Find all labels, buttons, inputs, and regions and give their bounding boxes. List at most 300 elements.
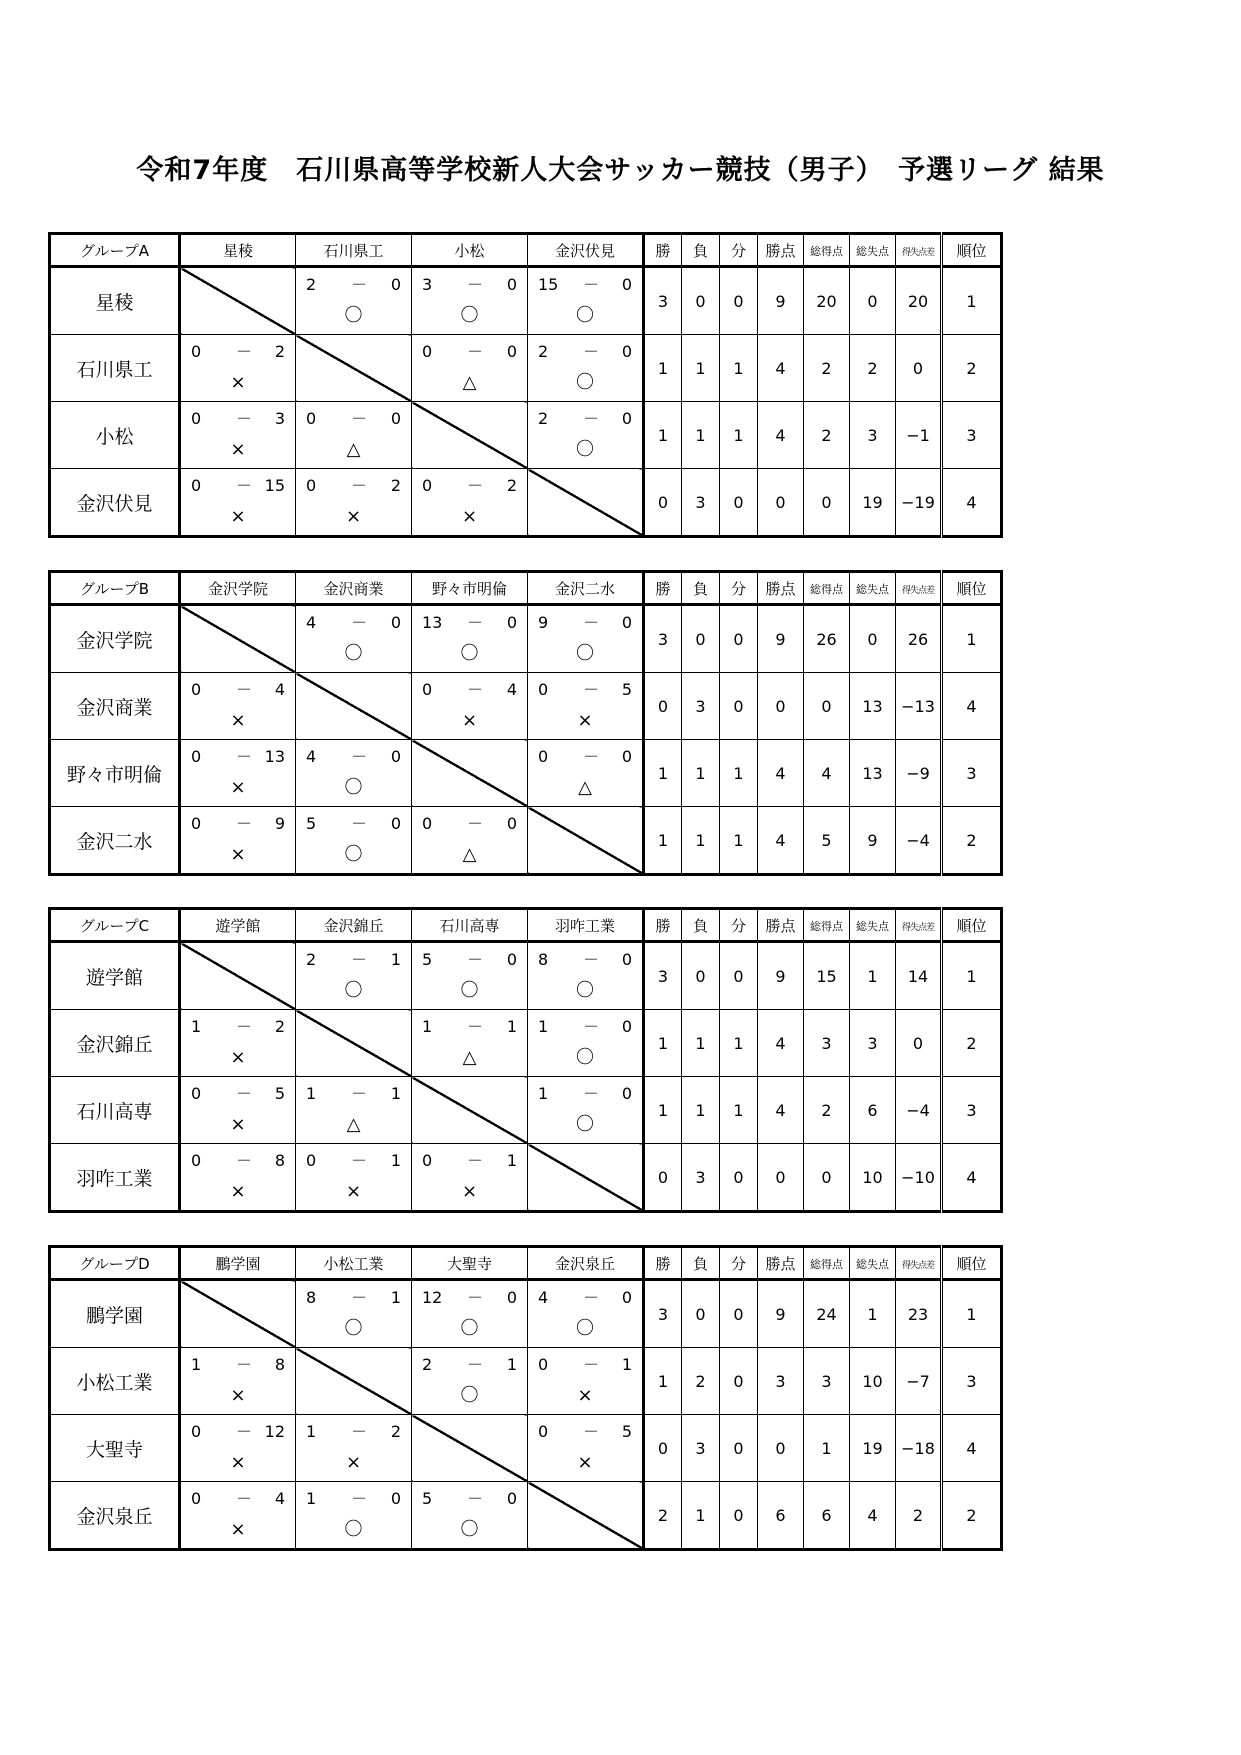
stat-goals-against: 0: [850, 267, 896, 335]
stat-wins: 1: [644, 740, 682, 807]
stat-wins: 0: [644, 1415, 682, 1482]
score-dash: －: [583, 950, 600, 969]
self-match-cell: [528, 807, 644, 875]
match-cell: [528, 673, 644, 740]
stat-points: 0: [758, 469, 804, 537]
score-dash: －: [351, 476, 368, 495]
score-away: 1: [506, 1355, 517, 1374]
table-row: [50, 1348, 1002, 1415]
score-dash: －: [351, 747, 368, 766]
score-dash: －: [351, 1489, 368, 1508]
score-dash: －: [236, 680, 253, 699]
score-dash: －: [583, 1288, 600, 1307]
stat-goals-against: 13: [850, 673, 896, 740]
table-row: [50, 1415, 1002, 1482]
stat-rank: 4: [942, 1144, 1002, 1212]
result-mark: 〇: [344, 305, 363, 326]
header-losses-label: 負: [692, 579, 708, 598]
score-dash: －: [467, 680, 484, 699]
result-mark: 〇: [460, 1318, 479, 1339]
stat-goals-for: 3: [804, 1010, 850, 1077]
stat-wins: 1: [644, 402, 682, 469]
score-dash: －: [583, 1084, 600, 1103]
result-mark: 〇: [576, 1318, 594, 1339]
self-match-cell: [296, 1010, 412, 1077]
score-away: 0: [506, 342, 517, 361]
score-dash: －: [583, 680, 600, 699]
score-home: 0: [191, 747, 202, 766]
score-home: 1: [538, 1017, 549, 1036]
score-home: 3: [422, 275, 433, 294]
score-home: 0: [191, 1084, 202, 1103]
column-team-name: 大聖寺: [412, 1247, 528, 1280]
stat-goals-for: 0: [804, 1144, 850, 1212]
table-row: [50, 1144, 1002, 1212]
header-draws-label: 分: [730, 241, 746, 260]
score-home: 0: [538, 680, 549, 699]
stat-wins: 2: [644, 1482, 682, 1550]
score-home: 0: [538, 1355, 549, 1374]
header-losses-label: 負: [692, 1254, 708, 1273]
header-points: [758, 234, 804, 267]
score-dash: －: [236, 1422, 253, 1441]
stat-losses: 1: [682, 335, 720, 402]
header-points: [758, 909, 804, 942]
stat-goals-for: 5: [804, 807, 850, 875]
score-home: 9: [538, 613, 549, 632]
header-points-label: 勝点: [765, 241, 796, 260]
stat-goals-for: 2: [804, 1077, 850, 1144]
score-dash: －: [467, 275, 484, 294]
score-away: 1: [506, 1151, 517, 1170]
stat-draws: 0: [720, 605, 758, 673]
match-cell: [412, 942, 528, 1010]
header-goal-diff: [896, 234, 942, 267]
header-rank: [942, 909, 1002, 942]
header-goals-against-label: 総失点: [856, 245, 889, 258]
score-away: 4: [274, 1489, 285, 1508]
stat-points: 9: [758, 267, 804, 335]
score-home: 0: [422, 342, 433, 361]
score-home: 0: [191, 680, 202, 699]
result-mark: ×: [230, 506, 246, 527]
column-team-name: 石川高専: [412, 909, 528, 942]
column-team-name: 野々市明倫: [412, 572, 528, 605]
score-home: 0: [191, 814, 202, 833]
match-cell: [528, 1010, 644, 1077]
score-away: 4: [506, 680, 517, 699]
score-away: 1: [621, 1355, 632, 1374]
score-away: 2: [390, 476, 401, 495]
header-losses: [682, 1247, 720, 1280]
score-dash: －: [583, 613, 600, 632]
stat-wins: 1: [644, 1010, 682, 1077]
score-home: 8: [306, 1288, 317, 1307]
stat-goals-for: 1: [804, 1415, 850, 1482]
page-title: 令和7年度 石川県高等学校新人大会サッカー競技（男子） 予選リーグ 結果: [136, 155, 1105, 186]
stat-draws: 1: [720, 740, 758, 807]
score-away: 0: [506, 275, 517, 294]
score-home: 0: [306, 1151, 317, 1170]
score-home: 4: [538, 1288, 549, 1307]
score-away: 9: [274, 814, 285, 833]
score-dash: －: [351, 1422, 368, 1441]
row-team-name: 金沢商業: [50, 673, 180, 740]
stat-rank: 1: [942, 267, 1002, 335]
stat-wins: 3: [644, 267, 682, 335]
stat-goals-against: 9: [850, 807, 896, 875]
match-cell: [528, 740, 644, 807]
header-wins: [644, 909, 682, 942]
stat-goals-against: 1: [850, 942, 896, 1010]
self-match-cell: [528, 1482, 644, 1550]
score-dash: －: [467, 342, 484, 361]
stat-goal-diff: −7: [896, 1348, 942, 1415]
score-dash: －: [583, 747, 600, 766]
stat-rank: 4: [942, 673, 1002, 740]
header-goals-against: [850, 572, 896, 605]
result-mark: 〇: [576, 439, 594, 460]
match-cell: [528, 1415, 644, 1482]
row-team-name: 大聖寺: [50, 1415, 180, 1482]
header-wins-label: 勝: [655, 916, 671, 935]
score-home: 0: [538, 747, 549, 766]
match-cell: [528, 942, 644, 1010]
header-goal-diff-label: 得失点差: [901, 248, 934, 258]
score-away: 1: [390, 1288, 401, 1307]
stat-points: 0: [758, 1144, 804, 1212]
stat-rank: 2: [942, 807, 1002, 875]
score-away: 3: [274, 409, 285, 428]
score-dash: －: [236, 747, 253, 766]
stat-goals-against: 3: [850, 402, 896, 469]
table-row: [50, 469, 1002, 537]
row-team-name: 遊学館: [50, 942, 180, 1010]
result-mark: ×: [461, 1181, 478, 1202]
score-dash: －: [583, 1422, 600, 1441]
score-dash: －: [351, 275, 368, 294]
table-row: [50, 807, 1002, 875]
row-team-name: 石川県工: [50, 335, 180, 402]
score-away: 0: [621, 275, 632, 294]
row-team-name: 金沢伏見: [50, 469, 180, 537]
score-dash: －: [351, 409, 368, 428]
score-dash: －: [467, 814, 484, 833]
table-row: [50, 1010, 1002, 1077]
match-cell: [180, 807, 296, 875]
score-away: 12: [264, 1422, 285, 1441]
score-home: 4: [306, 613, 317, 632]
row-team-name: 金沢泉丘: [50, 1482, 180, 1550]
score-home: 0: [191, 1151, 202, 1170]
match-cell: [180, 1415, 296, 1482]
group-table: [48, 570, 1003, 876]
result-mark: ×: [345, 1452, 362, 1473]
match-cell: [412, 1010, 528, 1077]
result-mark: ×: [230, 1114, 246, 1135]
header-wins-label: 勝: [655, 579, 671, 598]
score-home: 0: [422, 680, 433, 699]
header-draws: [720, 1247, 758, 1280]
stat-wins: 3: [644, 1280, 682, 1348]
match-cell: [296, 605, 412, 673]
result-mark: ×: [230, 439, 246, 460]
score-home: 2: [306, 275, 317, 294]
result-mark: 〇: [344, 777, 363, 798]
table-row: [50, 335, 1002, 402]
stat-wins: 1: [644, 1077, 682, 1144]
header-goals-against: [850, 909, 896, 942]
stat-losses: 3: [682, 469, 720, 537]
stat-rank: 3: [942, 402, 1002, 469]
stat-goals-against: 4: [850, 1482, 896, 1550]
score-away: 0: [390, 275, 401, 294]
header-goals-for-label: 総得点: [810, 583, 843, 596]
self-match-cell: [412, 402, 528, 469]
stat-losses: 0: [682, 605, 720, 673]
score-home: 0: [191, 476, 202, 495]
match-cell: [296, 1280, 412, 1348]
match-cell: [180, 1144, 296, 1212]
result-mark: 〇: [344, 980, 363, 1001]
header-goal-diff: [896, 572, 942, 605]
stat-wins: 0: [644, 673, 682, 740]
stat-goals-for: 24: [804, 1280, 850, 1348]
score-away: 4: [274, 680, 285, 699]
score-home: 5: [422, 950, 433, 969]
score-away: 0: [621, 1017, 632, 1036]
score-dash: －: [467, 1288, 484, 1307]
score-dash: －: [467, 613, 484, 632]
header-goals-for: [804, 572, 850, 605]
stat-points: 4: [758, 1010, 804, 1077]
stat-goal-diff: −18: [896, 1415, 942, 1482]
stat-draws: 1: [720, 335, 758, 402]
match-cell: [412, 1482, 528, 1550]
score-away: 0: [506, 950, 517, 969]
self-match-cell: [528, 1144, 644, 1212]
score-away: 0: [621, 613, 632, 632]
stat-goal-diff: 23: [896, 1280, 942, 1348]
stat-goal-diff: −13: [896, 673, 942, 740]
result-mark: ×: [577, 1452, 593, 1473]
table-row: [50, 740, 1002, 807]
result-mark: 〇: [344, 643, 363, 664]
result-mark: △: [462, 844, 477, 865]
stat-losses: 1: [682, 1077, 720, 1144]
header-rank-label: 順位: [956, 916, 987, 935]
match-cell: [296, 942, 412, 1010]
stat-goal-diff: −19: [896, 469, 942, 537]
header-wins: [644, 1247, 682, 1280]
header-draws-label: 分: [730, 579, 746, 598]
stat-losses: 1: [682, 807, 720, 875]
stat-goals-for: 2: [804, 335, 850, 402]
group-name: グループD: [50, 1247, 180, 1280]
stat-wins: 1: [644, 807, 682, 875]
score-dash: －: [583, 1355, 600, 1374]
stat-losses: 3: [682, 1415, 720, 1482]
score-home: 1: [538, 1084, 549, 1103]
stat-rank: 1: [942, 605, 1002, 673]
self-match-cell: [296, 673, 412, 740]
match-cell: [180, 469, 296, 537]
stat-rank: 2: [942, 1482, 1002, 1550]
result-mark: 〇: [460, 1519, 479, 1540]
self-match-cell: [180, 267, 296, 335]
result-mark: 〇: [344, 844, 363, 865]
match-cell: [528, 335, 644, 402]
score-home: 2: [538, 342, 549, 361]
stat-goals-against: 10: [850, 1144, 896, 1212]
header-goals-against-label: 総失点: [856, 583, 889, 596]
header-points: [758, 572, 804, 605]
result-mark: ×: [230, 1452, 246, 1473]
result-mark: 〇: [576, 372, 594, 393]
table-row: [50, 1280, 1002, 1348]
match-cell: [412, 1280, 528, 1348]
stat-draws: 0: [720, 469, 758, 537]
match-cell: [412, 673, 528, 740]
header-goals-for: [804, 909, 850, 942]
result-mark: 〇: [576, 305, 594, 326]
self-match-cell: [528, 469, 644, 537]
result-mark: ×: [230, 844, 246, 865]
result-mark: ×: [345, 1181, 362, 1202]
group-table: [48, 907, 1003, 1213]
header-rank-label: 順位: [956, 241, 987, 260]
table-row: [50, 942, 1002, 1010]
match-cell: [528, 605, 644, 673]
score-home: 0: [538, 1422, 549, 1441]
score-dash: －: [351, 613, 368, 632]
score-dash: －: [351, 1151, 368, 1170]
match-cell: [296, 469, 412, 537]
score-dash: －: [351, 1288, 368, 1307]
result-mark: ×: [230, 1047, 246, 1068]
header-goals-for-label: 総得点: [810, 245, 843, 258]
header-goal-diff-label: 得失点差: [901, 586, 934, 596]
score-home: 4: [306, 747, 317, 766]
stat-rank: 2: [942, 1010, 1002, 1077]
score-dash: －: [351, 814, 368, 833]
match-cell: [528, 1077, 644, 1144]
stat-draws: 0: [720, 1348, 758, 1415]
match-cell: [180, 740, 296, 807]
score-home: 5: [422, 1489, 433, 1508]
header-goal-diff-label: 得失点差: [901, 923, 934, 933]
stat-draws: 1: [720, 1010, 758, 1077]
stat-goals-against: 19: [850, 1415, 896, 1482]
score-dash: －: [236, 342, 253, 361]
stat-wins: 1: [644, 335, 682, 402]
score-away: 1: [390, 1084, 401, 1103]
header-goals-against: [850, 234, 896, 267]
result-mark: 〇: [460, 305, 479, 326]
score-home: 1: [306, 1422, 317, 1441]
stat-draws: 1: [720, 402, 758, 469]
stat-points: 9: [758, 605, 804, 673]
stat-goal-diff: 26: [896, 605, 942, 673]
score-away: 13: [264, 747, 285, 766]
column-team-name: 小松: [412, 234, 528, 267]
stat-losses: 0: [682, 1280, 720, 1348]
score-home: 13: [422, 613, 443, 632]
stat-draws: 0: [720, 1280, 758, 1348]
score-away: 5: [621, 680, 632, 699]
score-away: 2: [274, 342, 285, 361]
stat-wins: 1: [644, 1348, 682, 1415]
row-team-name: 小松: [50, 402, 180, 469]
header-rank-label: 順位: [956, 579, 987, 598]
score-dash: －: [467, 476, 484, 495]
stat-draws: 1: [720, 807, 758, 875]
score-dash: －: [351, 1084, 368, 1103]
stat-goals-against: 6: [850, 1077, 896, 1144]
score-away: 0: [390, 613, 401, 632]
header-losses-label: 負: [692, 241, 708, 260]
stat-losses: 1: [682, 740, 720, 807]
header-goal-diff: [896, 1247, 942, 1280]
stat-draws: 0: [720, 267, 758, 335]
stat-draws: 1: [720, 1077, 758, 1144]
match-cell: [296, 1482, 412, 1550]
score-home: 0: [422, 1151, 433, 1170]
row-team-name: 石川高専: [50, 1077, 180, 1144]
stat-draws: 0: [720, 942, 758, 1010]
header-losses: [682, 572, 720, 605]
stat-rank: 3: [942, 740, 1002, 807]
score-dash: －: [236, 1489, 253, 1508]
header-wins: [644, 572, 682, 605]
stat-draws: 0: [720, 1415, 758, 1482]
stat-rank: 3: [942, 1348, 1002, 1415]
group-name: グループC: [50, 909, 180, 942]
header-losses-label: 負: [692, 916, 708, 935]
score-away: 0: [621, 950, 632, 969]
header-points: [758, 1247, 804, 1280]
header-goals-for: [804, 234, 850, 267]
header-losses: [682, 234, 720, 267]
header-points-label: 勝点: [765, 916, 796, 935]
stat-rank: 4: [942, 1415, 1002, 1482]
stat-points: 0: [758, 673, 804, 740]
score-dash: －: [236, 1355, 253, 1374]
result-mark: ×: [230, 1385, 246, 1406]
score-away: 0: [621, 1288, 632, 1307]
result-mark: ×: [461, 710, 478, 731]
stat-goals-against: 13: [850, 740, 896, 807]
score-away: 8: [274, 1151, 285, 1170]
group-name: グループB: [50, 572, 180, 605]
stat-wins: 0: [644, 469, 682, 537]
stat-goals-for: 26: [804, 605, 850, 673]
score-dash: －: [236, 476, 253, 495]
score-away: 0: [621, 747, 632, 766]
score-away: 2: [506, 476, 517, 495]
result-mark: 〇: [344, 1318, 363, 1339]
result-mark: ×: [577, 1385, 593, 1406]
match-cell: [180, 1010, 296, 1077]
group-table: [48, 232, 1003, 538]
stat-goals-for: 0: [804, 673, 850, 740]
result-mark: ×: [230, 1519, 246, 1540]
column-team-name: 遊学館: [180, 909, 296, 942]
score-away: 5: [274, 1084, 285, 1103]
score-dash: －: [236, 814, 253, 833]
header-rank: [942, 234, 1002, 267]
column-team-name: 金沢二水: [528, 572, 644, 605]
